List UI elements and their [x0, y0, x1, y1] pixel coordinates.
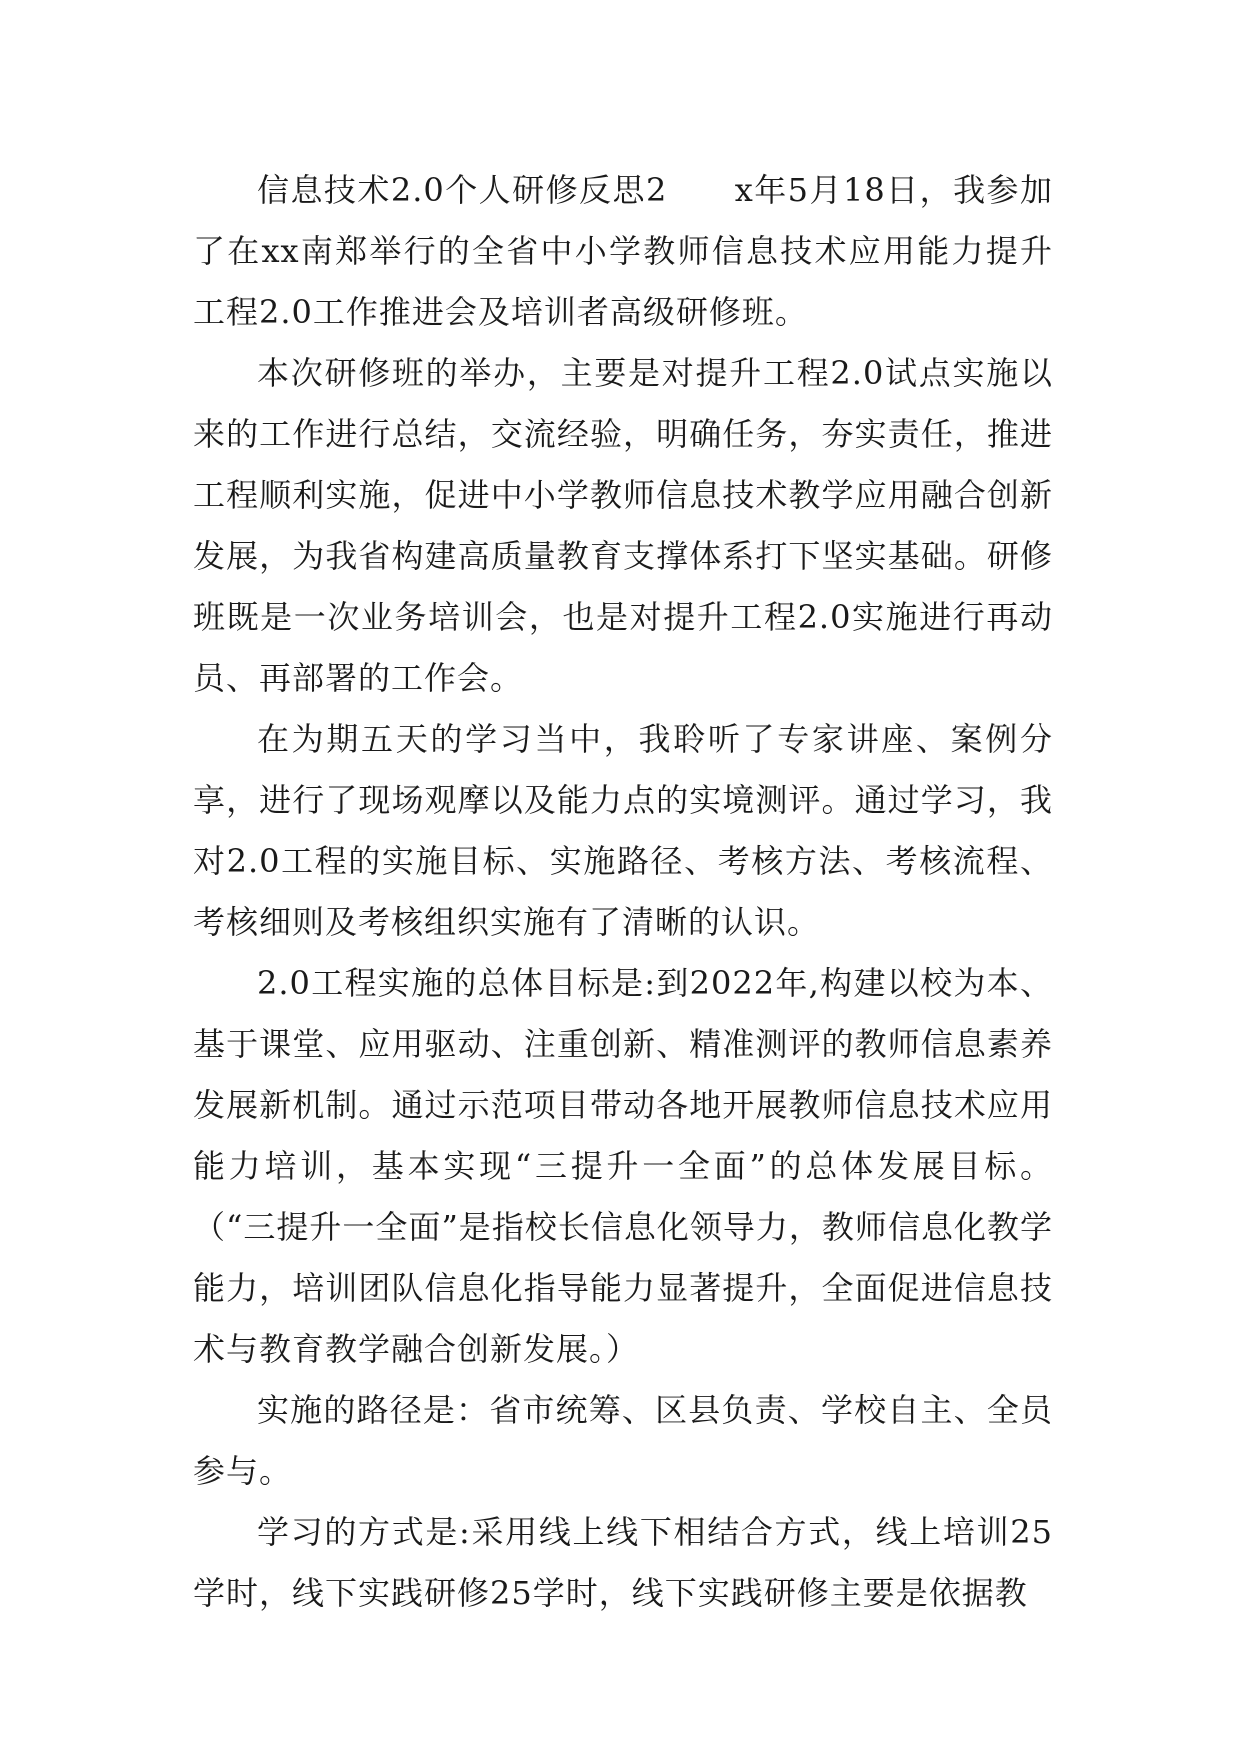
paragraph-4: 2.0工程实施的总体目标是:到2022年,构建以校为本、基于课堂、应用驱动、注重创新、精准测评的教师信息素养发展新机制。通过示范项目带动各地开展教师信息技术应用能力培训，基本实现“三提升一全面”的总体发展目标。（“三提升一全面”是指校长信息化领导力，教师信息化教学能力，培训团队信息化指导能力显著提升，全面促进信息技术与教育教学融合创新发展。） — [193, 964, 1053, 1368]
document-body — [193, 160, 1053, 1624]
paragraph-2: 本次研修班的举办，主要是对提升工程2.0试点实施以来的工作进行总结，交流经验，明确任务，夯实责任，推进工程顺利实施，促进中小学教师信息技术教学应用融合创新发展，为我省构建高质量教育支撑体系打下坚实基础。研修班既是一次业务培训会，也是对提升工程2.0实施进行再动员、再部署的工作会。 — [193, 354, 1053, 697]
paragraph-3: 在为期五天的学习当中，我聆听了专家讲座、案例分享，进行了现场观摩以及能力点的实境测评。通过学习，我对2.0工程的实施目标、实施路径、考核方法、考核流程、考核细则及考核组织实施有了清晰的认识。 — [193, 720, 1053, 941]
paragraph-6: 学习的方式是:采用线上线下相结合方式，线上培训25学时，线下实践研修25学时，线下实践研修主要是依据教 — [193, 1513, 1053, 1612]
paragraph-1: 信息技术2.0个人研修反思2 x年5月18日，我参加了在xx南郑举行的全省中小学教师信息技术应用能力提升工程2.0工作推进会及培训者高级研修班。 — [193, 171, 1053, 331]
paragraph-5: 实施的路径是：省市统筹、区县负责、学校自主、全员参与。 — [193, 1391, 1053, 1490]
